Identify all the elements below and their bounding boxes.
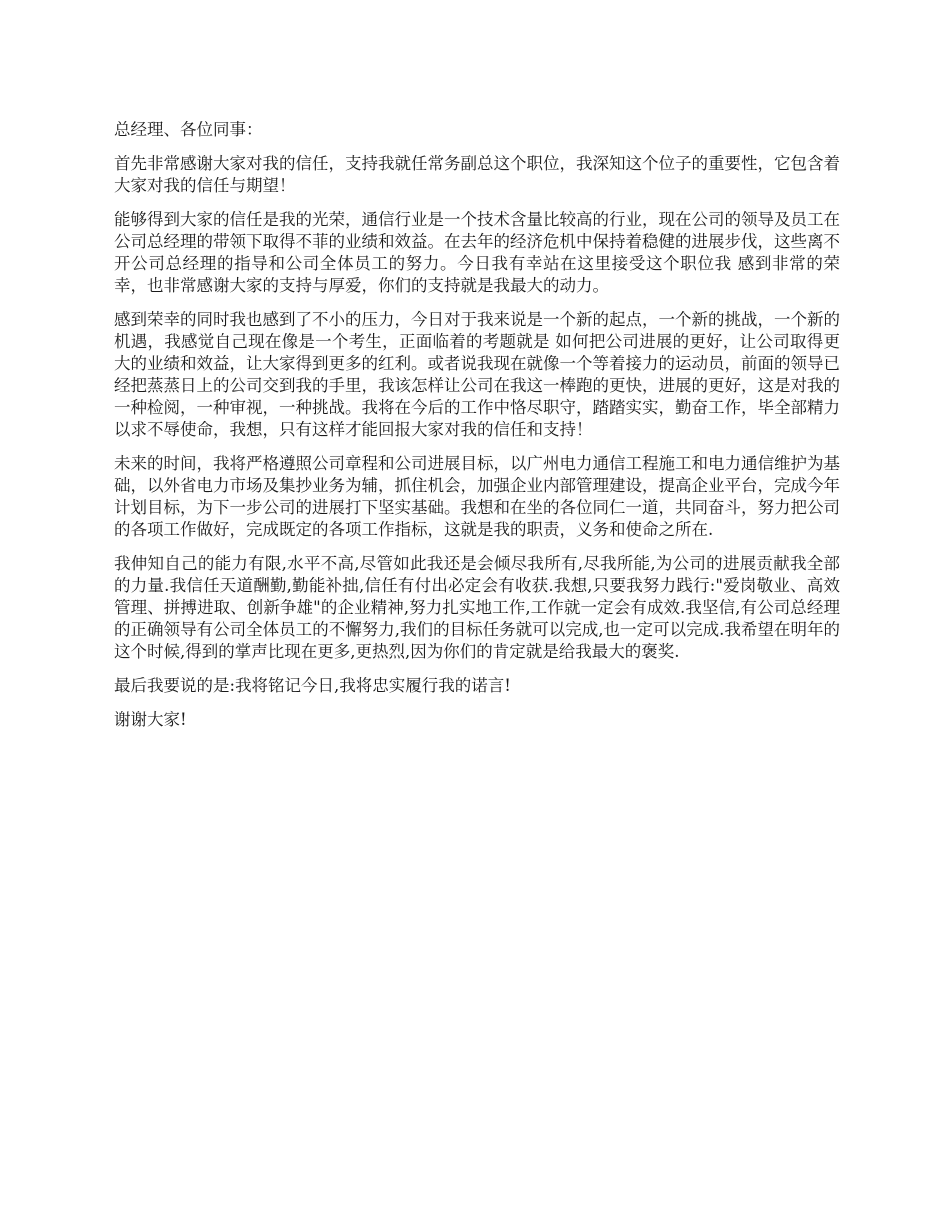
paragraph-1: 首先非常感谢大家对我的信任，支持我就任常务副总这个职位，我深知这个位子的重要性，它包含着大家对我的信任与期望！	[114, 154, 840, 195]
paragraph-3: 感到荣幸的同时我也感到了不小的压力，今日对于我来说是一个新的起点，一个新的挑战，一个新的机遇，我感觉自己现在像是一个考生，正面临着的考题就是 如何把公司进展的更好，让公司取得更大的业绩和效益，让大家得到更多的红利。或者说我现在就像一个等着接力的运动员，前面的领导已经把蒸蒸日上的公司交到我的手里，我该怎样让公司在我这一棒跑的更快，进展的更好，这是对我的一种检阅，一种审视，一种挑战。我将在今后的工作中恪尽职守，踏踏实实，勤奋工作，毕全部精力以求不辱使命，我想，只有这样才能回报大家对我的信任和支持！	[114, 310, 840, 439]
thanks-line: 谢谢大家!	[114, 710, 187, 729]
document-page	[114, 119, 840, 743]
paragraph-4: 未来的时间，我将严格遵照公司章程和公司进展目标，以广州电力通信工程施工和电力通信维护为基础，以外省电力市场及集抄业务为辅，抓住机会，加强企业内部管理建设，提高企业平台，完成今年计划目标，为下一步公司的进展打下坚实基础。我想和在坐的各位同仁一道，共同奋斗，努力把公司的各项工作做好，完成既定的各项工作指标，这就是我的职责，义务和使命之所在.	[114, 454, 840, 539]
paragraph-2: 能够得到大家的信任是我的光荣，通信行业是一个技术含量比较高的行业，现在公司的领导及员工在公司总经理的带领下取得不菲的业绩和效益。在去年的经济危机中保持着稳健的进展步伐，这些离不开公司总经理的指导和公司全体员工的努力。今日我有幸站在这里接受这个职位我 感到非常的荣幸，也非常感谢大家的支持与厚爱，你们的支持就是我最大的动力。	[114, 210, 840, 295]
closing-statement: 最后我要说的是:我将铭记今日,我将忠实履行我的诺言!	[114, 676, 511, 695]
greeting-line: 总经理、各位同事：	[114, 120, 263, 139]
paragraph-5: 我伸知自己的能力有限,水平不高,尽管如此我还是会倾尽我所有,尽我所能,为公司的进展贡献我全部的力量.我信任天道酬勤,勤能补拙,信任有付出必定会有收获.我想,只要我努力践行:"爱岗敬业、高效管理、拼搏进取、创新争雄"的企业精神,努力扎实地工作,工作就一定会有成效.我坚信,有公司总经理的正确领导有公司全体员工的不懈努力,我们的目标任务就可以完成,也一定可以完成.我希望在明年的这个时候,得到的掌声比现在更多,更热烈,因为你们的肯定就是给我最大的褒奖.	[114, 554, 840, 661]
